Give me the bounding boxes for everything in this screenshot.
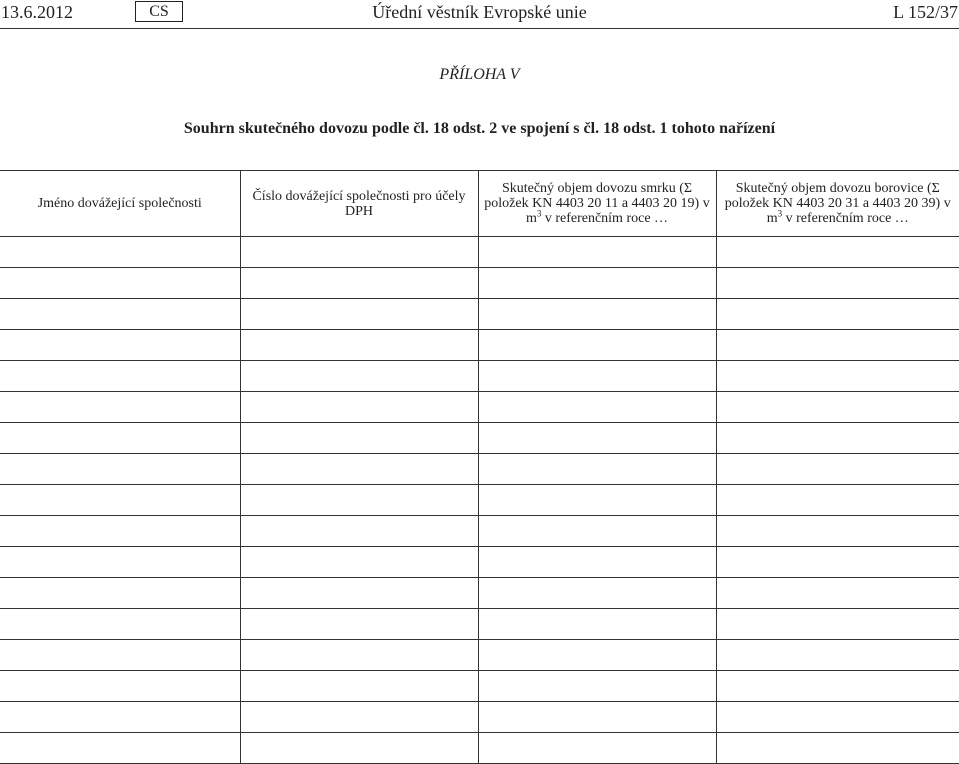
table-row xyxy=(0,392,959,423)
table-cell xyxy=(478,361,716,392)
column-header-suffix: v referenčním roce … xyxy=(782,211,909,226)
table-row xyxy=(0,299,959,330)
table-cell xyxy=(0,237,240,268)
table-cell xyxy=(478,609,716,640)
table-cell xyxy=(478,237,716,268)
table-row xyxy=(0,578,959,609)
table-cell xyxy=(716,516,959,547)
table-cell xyxy=(716,454,959,485)
table-cell xyxy=(240,268,478,299)
table-cell xyxy=(478,423,716,454)
table-cell xyxy=(716,578,959,609)
table-cell xyxy=(478,392,716,423)
import-summary-table xyxy=(0,170,959,764)
table-cell xyxy=(716,330,959,361)
table-cell xyxy=(0,702,240,733)
table-cell xyxy=(716,609,959,640)
table-cell xyxy=(240,671,478,702)
table-cell xyxy=(0,392,240,423)
table-cell xyxy=(716,702,959,733)
column-header-label: Číslo dovážející společnosti pro účely DPH xyxy=(252,188,466,219)
page-reference: L 152/37 xyxy=(893,2,958,22)
table-row xyxy=(0,702,959,733)
column-header-vat-number xyxy=(240,171,478,237)
table-cell xyxy=(0,454,240,485)
table-cell xyxy=(0,516,240,547)
table-cell xyxy=(716,547,959,578)
table-cell xyxy=(716,268,959,299)
table-cell xyxy=(478,454,716,485)
table-cell xyxy=(478,671,716,702)
table-row xyxy=(0,423,959,454)
table-cell xyxy=(716,671,959,702)
table-body xyxy=(0,237,959,764)
table-row xyxy=(0,671,959,702)
table-cell xyxy=(716,485,959,516)
column-header-label: Jméno dovážející společnosti xyxy=(37,196,202,211)
table-row xyxy=(0,361,959,392)
table-cell xyxy=(716,423,959,454)
unit-superscript: 3 xyxy=(777,208,783,219)
table-cell xyxy=(0,299,240,330)
table-row xyxy=(0,237,959,268)
column-header-label: Skutečný objem dovozu borovice (Σ položek KN 4403 20 31 a 4403 20 39) v m xyxy=(724,181,951,226)
table-cell xyxy=(716,361,959,392)
column-header-label: Skutečný objem dovozu smrku (Σ položek KN 4403 20 11 a 4403 20 19) v m xyxy=(484,181,710,226)
table-cell xyxy=(478,702,716,733)
table-cell xyxy=(240,485,478,516)
table-cell xyxy=(240,454,478,485)
table-cell xyxy=(478,516,716,547)
table-cell xyxy=(240,237,478,268)
table-cell xyxy=(240,361,478,392)
table-row xyxy=(0,547,959,578)
column-header-company-name xyxy=(0,171,240,237)
table-cell xyxy=(478,547,716,578)
table-cell xyxy=(0,671,240,702)
table-cell xyxy=(478,330,716,361)
unit-superscript: 3 xyxy=(536,208,542,219)
table-cell xyxy=(478,578,716,609)
table-cell xyxy=(0,485,240,516)
column-header-pine-volume xyxy=(716,171,959,237)
table-row xyxy=(0,485,959,516)
page-header xyxy=(0,0,959,29)
table-cell xyxy=(0,609,240,640)
table-cell xyxy=(240,702,478,733)
table-cell xyxy=(240,330,478,361)
table-cell xyxy=(240,547,478,578)
table-cell xyxy=(0,423,240,454)
table-cell xyxy=(0,640,240,671)
table-row xyxy=(0,454,959,485)
document-subtitle: Souhrn skutečného dovozu podle čl. 18 odst. 2 ve spojení s čl. 18 odst. 1 tohoto nařízení xyxy=(183,120,776,137)
annex-title: PŘÍLOHA V xyxy=(439,66,520,83)
table-cell xyxy=(716,392,959,423)
table-cell xyxy=(240,423,478,454)
table-cell xyxy=(716,640,959,671)
journal-title: Úřední věstník Evropské unie xyxy=(372,2,587,22)
table-cell xyxy=(478,299,716,330)
table-cell xyxy=(478,485,716,516)
column-header-spruce-volume xyxy=(478,171,716,237)
table-header-row xyxy=(0,171,959,237)
column-header-suffix: v referenčním roce … xyxy=(541,211,669,226)
table-row xyxy=(0,268,959,299)
publication-date: 13.6.2012 xyxy=(1,2,73,22)
table-cell xyxy=(240,392,478,423)
table-cell xyxy=(716,237,959,268)
table-cell xyxy=(240,640,478,671)
table-cell xyxy=(240,516,478,547)
table-cell xyxy=(0,547,240,578)
table-cell xyxy=(0,268,240,299)
table-cell xyxy=(240,609,478,640)
table-cell xyxy=(240,299,478,330)
table-cell xyxy=(0,578,240,609)
table-cell xyxy=(240,578,478,609)
table-cell xyxy=(478,268,716,299)
table-cell xyxy=(0,330,240,361)
table-cell xyxy=(478,640,716,671)
table-cell xyxy=(716,299,959,330)
table-row xyxy=(0,609,959,640)
table-row xyxy=(0,516,959,547)
table-row xyxy=(0,640,959,671)
language-badge: CS xyxy=(135,1,183,22)
table-row xyxy=(0,330,959,361)
table-cell xyxy=(0,361,240,392)
table-header xyxy=(0,171,959,237)
